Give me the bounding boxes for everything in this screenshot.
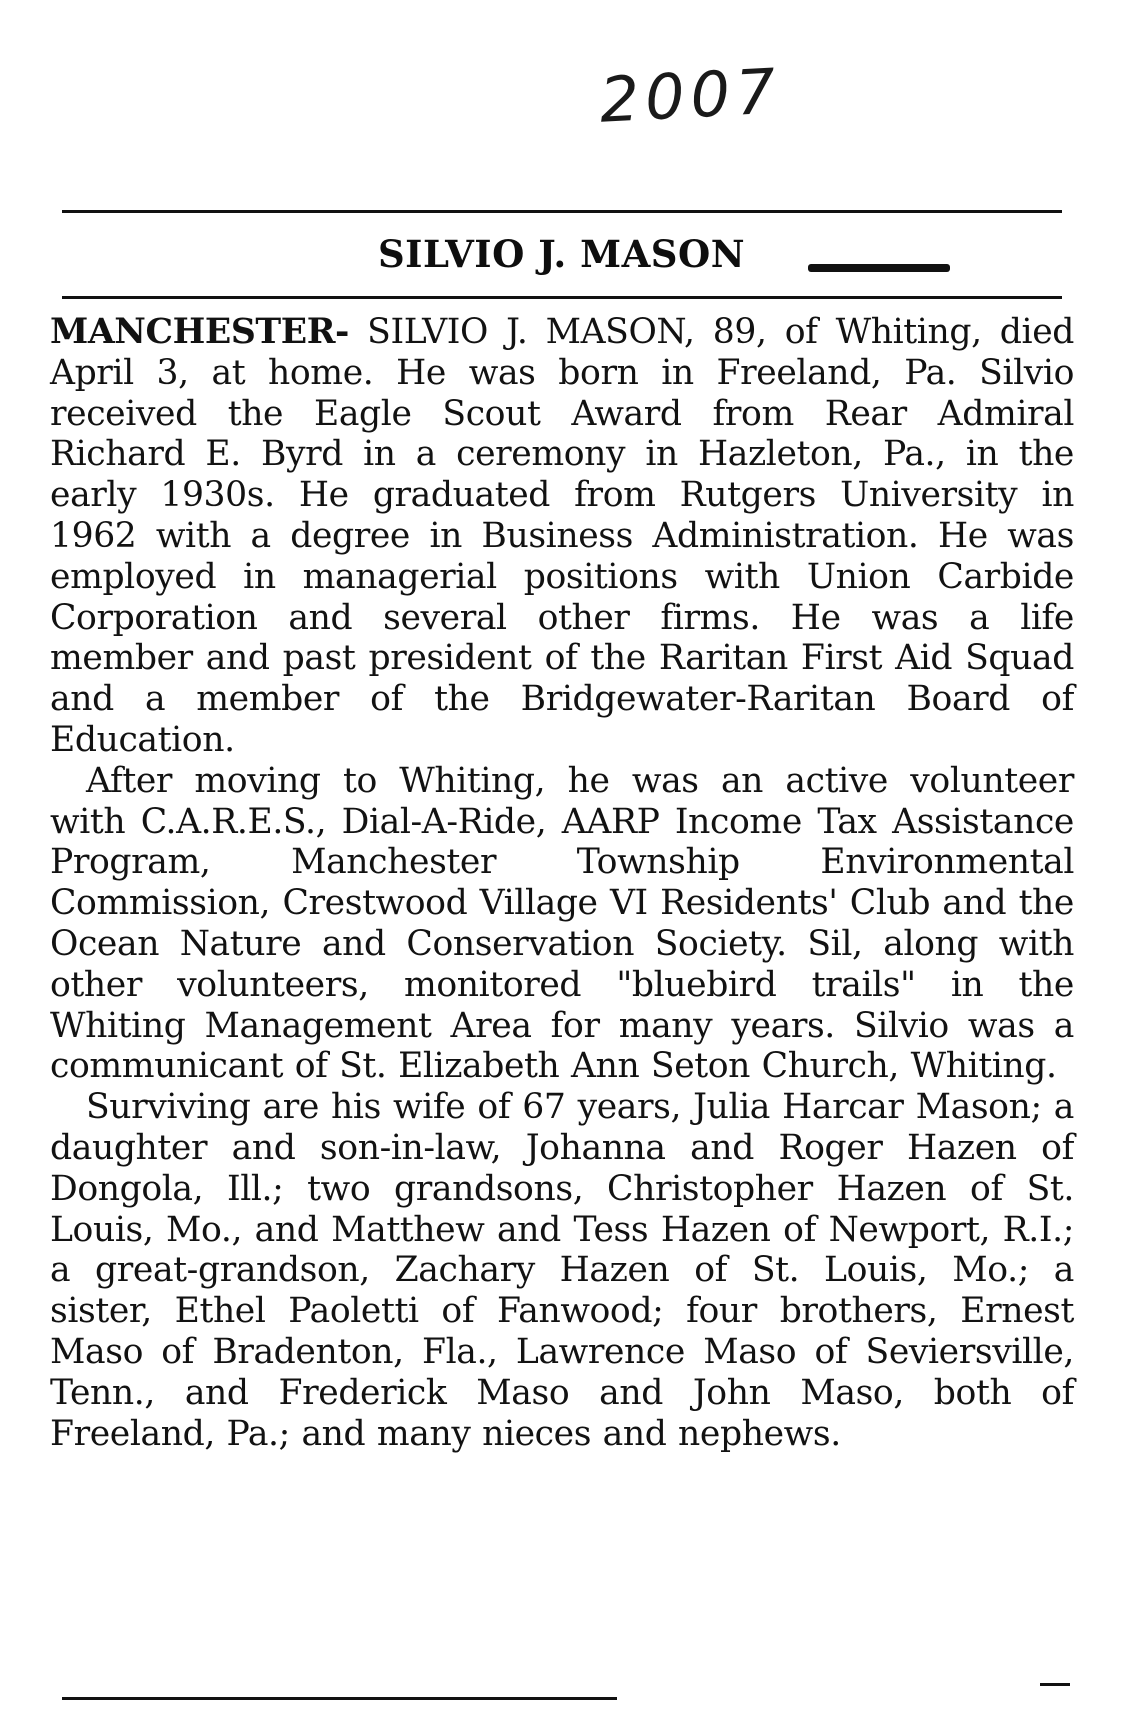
title-dash-mark: [808, 264, 950, 272]
obituary-title: SILVIO J. MASON: [377, 232, 746, 276]
obituary-body: [50, 312, 1074, 1454]
paragraph-biography: [50, 312, 1074, 761]
paragraph-survivors: Surviving are his wife of 67 years, Julia Harcar Mason; a daughter and son-in-law, Johanna and Roger Hazen of Dongola, Ill.; two grandsons, Christopher Hazen of St. Louis, Mo., and Matthew and Tess Hazen of Newport, R.I.; a great-grandson, Zachary Hazen of St. Louis, Mo.; a sister, Ethel Paoletti of Fanwood; four brothers, Ernest Maso of Bradenton, Fla., Lawrence Maso of Seviersville, Tenn., and Frederick Maso and John Maso, both of Freeland, Pa.; and many nieces and nephews.: [50, 1087, 1074, 1454]
dateline: MANCHESTER-: [50, 312, 350, 352]
top-rule: [62, 210, 1062, 213]
paragraph-biography-text: SILVIO J. MASON, 89, of Whiting, died April 3, at home. He was born in Freeland, Pa. Silvio received the Eagle Scout Award from Rear Admiral Richard E. Byrd in a ceremony in Hazleton, Pa., in the early 1930s. He graduated from Rutgers University in 1962 with a degree in Business Administration. He was employed in managerial positions with Union Carbide Corporation and several other firms. He was a life member and past president of the Raritan First Aid Squad and a member of the Bridgewater-Raritan Board of Education.: [50, 312, 1074, 760]
bottom-rule: [62, 1697, 617, 1700]
paragraph-volunteer: After moving to Whiting, he was an active volunteer with C.A.R.E.S., Dial-A-Ride, AARP Income Tax Assistance Program, Manchester Township Environmental Commission, Crestwood Village VI Residents' Club and the Ocean Nature and Conservation Society. Sil, along with other volunteers, monitored "bluebird trails" in the Whiting Management Area for many years. Silvio was a communicant of St. Elizabeth Ann Seton Church, Whiting.: [50, 760, 1074, 1087]
bottom-right-mark: [1040, 1683, 1070, 1686]
title-underline-rule: [62, 296, 1062, 299]
handwritten-year-note: 2007: [597, 54, 784, 137]
